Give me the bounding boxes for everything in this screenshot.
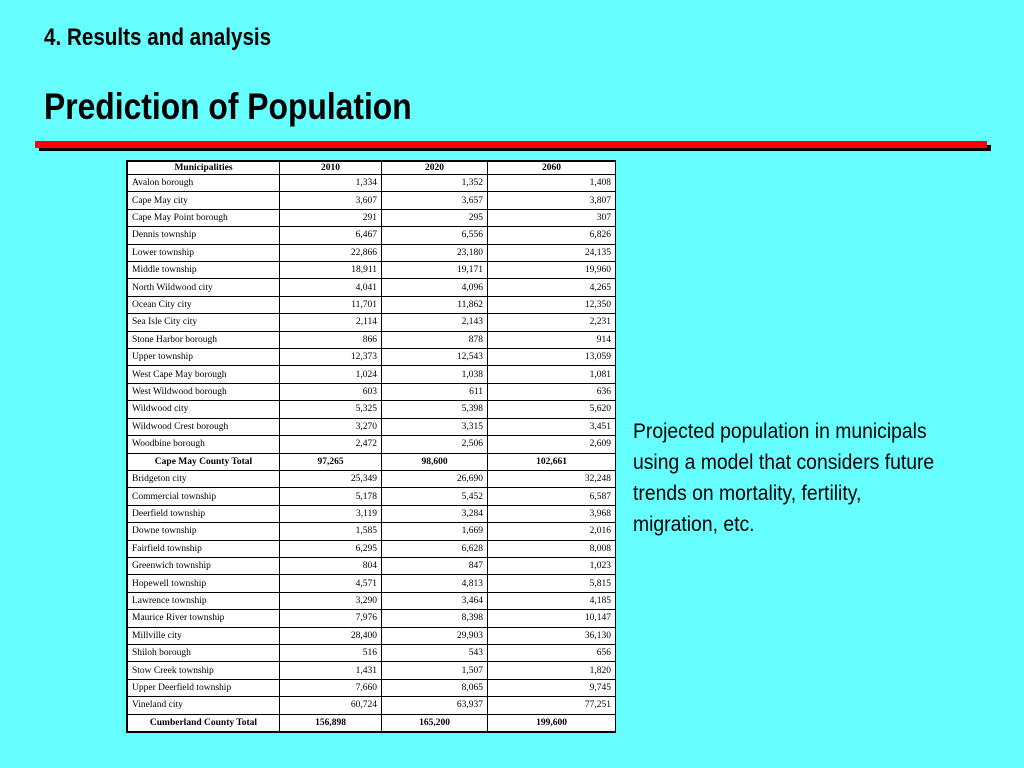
value-2060-cell: 9,745	[488, 679, 616, 696]
value-2020-cell: 3,464	[382, 592, 488, 609]
municipality-cell: Ocean City city	[128, 296, 280, 313]
value-2020-cell: 29,903	[382, 627, 488, 644]
value-2010-cell: 804	[280, 557, 382, 574]
value-2020-cell: 611	[382, 383, 488, 400]
value-2010-cell: 603	[280, 383, 382, 400]
value-2060-cell: 5,815	[488, 575, 616, 592]
population-table-container	[126, 160, 616, 733]
municipality-cell: Cape May city	[128, 192, 280, 209]
table-row	[128, 697, 616, 714]
value-2020-cell: 295	[382, 209, 488, 226]
table-row	[128, 540, 616, 557]
value-2010-cell: 28,400	[280, 627, 382, 644]
table-row	[128, 505, 616, 522]
table-row	[128, 627, 616, 644]
slide-title: Prediction of Population	[44, 86, 412, 127]
value-2060-cell: 307	[488, 209, 616, 226]
value-2060-cell: 3,451	[488, 418, 616, 435]
municipality-cell: Sea Isle City city	[128, 314, 280, 331]
value-2020-cell: 1,352	[382, 175, 488, 192]
table-total-row	[128, 714, 616, 731]
municipality-cell: Millville city	[128, 627, 280, 644]
value-2060-cell: 3,968	[488, 505, 616, 522]
population-table	[127, 161, 616, 732]
table-row	[128, 262, 616, 279]
value-2060-cell: 656	[488, 644, 616, 661]
value-2060-cell: 24,135	[488, 244, 616, 261]
municipality-cell: Middle township	[128, 262, 280, 279]
value-2010-cell: 11,701	[280, 296, 382, 313]
value-2010-cell: 97,265	[280, 453, 382, 470]
value-2060-cell: 32,248	[488, 470, 616, 487]
value-2060-cell: 10,147	[488, 610, 616, 627]
value-2020-cell: 23,180	[382, 244, 488, 261]
municipality-cell: Bridgeton city	[128, 470, 280, 487]
table-row	[128, 314, 616, 331]
value-2060-cell: 2,609	[488, 436, 616, 453]
municipality-cell: Hopewell township	[128, 575, 280, 592]
table-header-row	[128, 162, 616, 175]
table-body	[128, 175, 616, 732]
table-row	[128, 436, 616, 453]
value-2010-cell: 4,041	[280, 279, 382, 296]
municipality-cell: Cape May County Total	[128, 453, 280, 470]
municipality-cell: West Cape May borough	[128, 366, 280, 383]
value-2060-cell: 3,807	[488, 192, 616, 209]
municipality-cell: Lawrence township	[128, 592, 280, 609]
value-2010-cell: 1,024	[280, 366, 382, 383]
municipality-cell: North Wildwood city	[128, 279, 280, 296]
value-2010-cell: 1,585	[280, 523, 382, 540]
section-title: 4. Results and analysis	[44, 24, 272, 51]
table-row	[128, 610, 616, 627]
value-2020-cell: 878	[382, 331, 488, 348]
value-2020-cell: 5,452	[382, 488, 488, 505]
value-2060-cell: 36,130	[488, 627, 616, 644]
value-2060-cell: 4,185	[488, 592, 616, 609]
value-2020-cell: 2,506	[382, 436, 488, 453]
value-2010-cell: 866	[280, 331, 382, 348]
municipality-cell: Stone Harbor borough	[128, 331, 280, 348]
municipality-cell: Cumberland County Total	[128, 714, 280, 731]
value-2020-cell: 3,315	[382, 418, 488, 435]
value-2060-cell: 199,600	[488, 714, 616, 731]
value-2020-cell: 1,669	[382, 523, 488, 540]
municipality-cell: Stow Creek township	[128, 662, 280, 679]
value-2020-cell: 98,600	[382, 453, 488, 470]
value-2010-cell: 2,114	[280, 314, 382, 331]
table-row	[128, 644, 616, 661]
value-2020-cell: 26,690	[382, 470, 488, 487]
table-row	[128, 575, 616, 592]
value-2060-cell: 102,661	[488, 453, 616, 470]
table-row	[128, 401, 616, 418]
value-2010-cell: 22,866	[280, 244, 382, 261]
table-row	[128, 470, 616, 487]
value-2010-cell: 12,373	[280, 349, 382, 366]
municipality-cell: Upper township	[128, 349, 280, 366]
value-2010-cell: 3,119	[280, 505, 382, 522]
table-row	[128, 192, 616, 209]
table-row	[128, 366, 616, 383]
description-text: Projected population in municipals using a model that considers future trends on mortality, fertility, migration, etc.	[633, 419, 935, 536]
table-total-row	[128, 453, 616, 470]
value-2010-cell: 18,911	[280, 262, 382, 279]
municipality-cell: Avalon borough	[128, 175, 280, 192]
column-header-2010: 2010	[280, 162, 382, 175]
municipality-cell: Upper Deerfield township	[128, 679, 280, 696]
value-2010-cell: 516	[280, 644, 382, 661]
column-header-2060: 2060	[488, 162, 616, 175]
value-2010-cell: 1,431	[280, 662, 382, 679]
municipality-cell: Downe township	[128, 523, 280, 540]
value-2010-cell: 1,334	[280, 175, 382, 192]
municipality-cell: Wildwood city	[128, 401, 280, 418]
table-row	[128, 523, 616, 540]
value-2060-cell: 1,081	[488, 366, 616, 383]
table-row	[128, 244, 616, 261]
municipality-cell: West Wildwood borough	[128, 383, 280, 400]
municipality-cell: Dennis township	[128, 227, 280, 244]
value-2020-cell: 8,398	[382, 610, 488, 627]
value-2010-cell: 5,325	[280, 401, 382, 418]
municipality-cell: Deerfield township	[128, 505, 280, 522]
value-2020-cell: 1,507	[382, 662, 488, 679]
value-2060-cell: 4,265	[488, 279, 616, 296]
value-2020-cell: 165,200	[382, 714, 488, 731]
value-2060-cell: 1,408	[488, 175, 616, 192]
municipality-cell: Woodbine borough	[128, 436, 280, 453]
value-2060-cell: 19,960	[488, 262, 616, 279]
table-row	[128, 662, 616, 679]
value-2020-cell: 4,096	[382, 279, 488, 296]
value-2010-cell: 3,607	[280, 192, 382, 209]
municipality-cell: Maurice River township	[128, 610, 280, 627]
table-row	[128, 279, 616, 296]
value-2020-cell: 19,171	[382, 262, 488, 279]
value-2020-cell: 3,657	[382, 192, 488, 209]
table-row	[128, 296, 616, 313]
value-2060-cell: 5,620	[488, 401, 616, 418]
value-2010-cell: 4,571	[280, 575, 382, 592]
column-header-2020: 2020	[382, 162, 488, 175]
value-2020-cell: 6,628	[382, 540, 488, 557]
table-row	[128, 331, 616, 348]
municipality-cell: Vineland city	[128, 697, 280, 714]
value-2020-cell: 6,556	[382, 227, 488, 244]
value-2020-cell: 11,862	[382, 296, 488, 313]
table-row	[128, 227, 616, 244]
value-2010-cell: 3,270	[280, 418, 382, 435]
value-2020-cell: 12,543	[382, 349, 488, 366]
value-2060-cell: 77,251	[488, 697, 616, 714]
value-2020-cell: 63,937	[382, 697, 488, 714]
table-row	[128, 488, 616, 505]
value-2010-cell: 2,472	[280, 436, 382, 453]
value-2010-cell: 6,467	[280, 227, 382, 244]
value-2020-cell: 2,143	[382, 314, 488, 331]
value-2010-cell: 60,724	[280, 697, 382, 714]
value-2060-cell: 2,231	[488, 314, 616, 331]
municipality-cell: Cape May Point borough	[128, 209, 280, 226]
municipality-cell: Greenwich township	[128, 557, 280, 574]
table-row	[128, 175, 616, 192]
title-rule	[35, 141, 987, 148]
value-2010-cell: 7,976	[280, 610, 382, 627]
table-row	[128, 209, 616, 226]
value-2020-cell: 8,065	[382, 679, 488, 696]
value-2060-cell: 1,820	[488, 662, 616, 679]
value-2010-cell: 6,295	[280, 540, 382, 557]
municipality-cell: Fairfield township	[128, 540, 280, 557]
value-2010-cell: 291	[280, 209, 382, 226]
table-row	[128, 349, 616, 366]
table-row	[128, 418, 616, 435]
table-row	[128, 383, 616, 400]
value-2060-cell: 6,826	[488, 227, 616, 244]
table-row	[128, 557, 616, 574]
value-2010-cell: 25,349	[280, 470, 382, 487]
value-2060-cell: 1,023	[488, 557, 616, 574]
value-2020-cell: 543	[382, 644, 488, 661]
value-2010-cell: 5,178	[280, 488, 382, 505]
value-2020-cell: 5,398	[382, 401, 488, 418]
table-row	[128, 679, 616, 696]
value-2020-cell: 4,813	[382, 575, 488, 592]
value-2060-cell: 914	[488, 331, 616, 348]
value-2020-cell: 847	[382, 557, 488, 574]
value-2060-cell: 6,587	[488, 488, 616, 505]
column-header-municipalities: Municipalities	[128, 162, 280, 175]
value-2060-cell: 8,008	[488, 540, 616, 557]
value-2010-cell: 156,898	[280, 714, 382, 731]
value-2020-cell: 3,284	[382, 505, 488, 522]
table-row	[128, 592, 616, 609]
value-2020-cell: 1,038	[382, 366, 488, 383]
value-2010-cell: 3,290	[280, 592, 382, 609]
value-2060-cell: 13,059	[488, 349, 616, 366]
municipality-cell: Lower township	[128, 244, 280, 261]
value-2060-cell: 12,350	[488, 296, 616, 313]
value-2010-cell: 7,660	[280, 679, 382, 696]
value-2060-cell: 636	[488, 383, 616, 400]
municipality-cell: Commercial township	[128, 488, 280, 505]
value-2060-cell: 2,016	[488, 523, 616, 540]
municipality-cell: Shiloh borough	[128, 644, 280, 661]
municipality-cell: Wildwood Crest borough	[128, 418, 280, 435]
